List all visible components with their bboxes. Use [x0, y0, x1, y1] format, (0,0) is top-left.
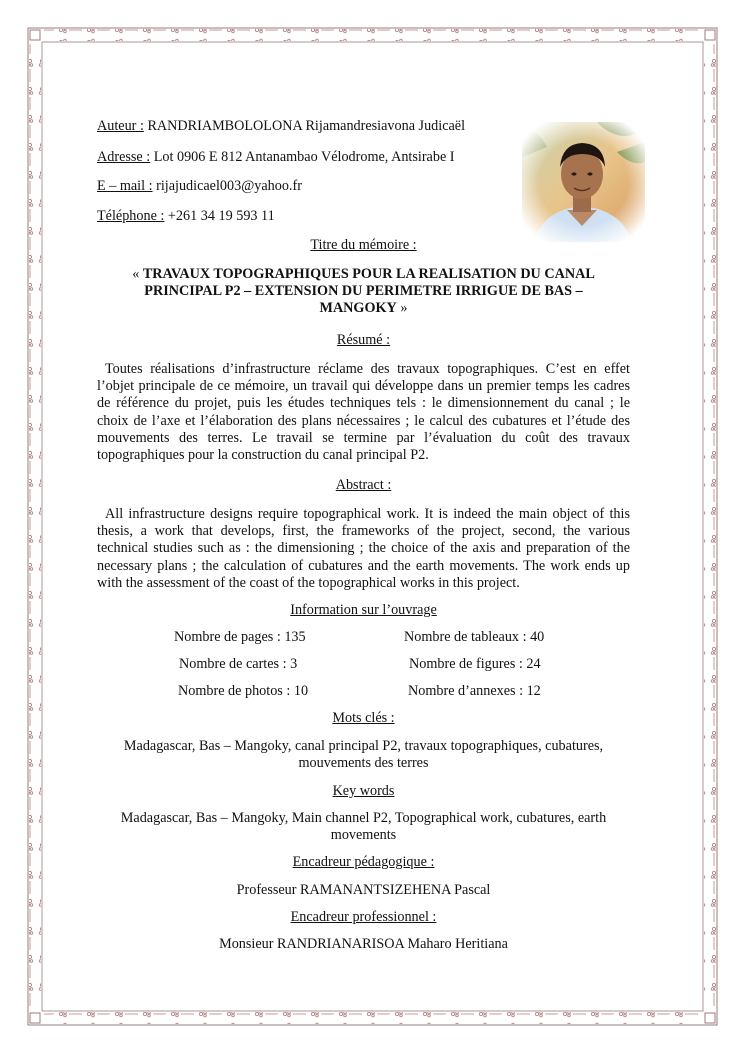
professional-supervisor-heading: Encadreur professionnel :	[290, 909, 437, 925]
professional-supervisor-name: Monsieur RANDRIANARISOA Maharo Heritiana	[219, 936, 508, 952]
keywords-en-text: Madagascar, Bas – Mangoky, Main channel P2, Topographical work, cubatures, earth movements	[120, 810, 607, 843]
resume-text: Toutes réalisations d’infrastructure réclame des travaux topographiques. C’est en effet l’objet principale de ce mémoire, un travail qui développe dans un premier temps les cadres de référence du projet, puis les études techniques tels : le dimensionnement du canal ; le choix de l’axe et l’élaboration des plans nécessaires ; le calcul des cubatures et l’étude des mouvements des terres. Le travail se termine par l’évaluation du coût des travaux topographiques pour la construction du canal principal P2.	[97, 361, 630, 464]
author-photo	[522, 122, 645, 242]
phone-label: Téléphone :	[97, 208, 165, 224]
keywords-en-heading: Key words	[332, 783, 395, 799]
address-label: Adresse :	[97, 149, 151, 165]
abstract-heading: Abstract :	[335, 477, 392, 493]
academic-supervisor-name: Professeur RAMANANTSIZEHENA Pascal	[236, 882, 491, 898]
abstract-text: All infrastructure designs require topographical work. It is indeed the main object of this thesis, a work that develops, first, the frameworks of the project, second, the various technical studies such as : the dimensioning ; the choice of the axis and preparation of the necessary plans ; the calculation of cubatures and the earth movements. The work ends up with the assessment of the coast of the topographical works in this project.	[97, 506, 630, 591]
resume-heading: Résumé :	[336, 332, 391, 348]
email-label: E – mail :	[97, 178, 153, 194]
info-tables: Nombre de tableaux : 40	[404, 629, 545, 645]
address-value: Lot 0906 E 812 Antanambao Vélodrome, Antsirabe I	[150, 149, 455, 165]
address-line	[97, 148, 455, 166]
info-pages: Nombre de pages : 135	[174, 629, 306, 645]
thesis-title-close-quote: »	[396, 300, 408, 316]
keywords-fr-text: Madagascar, Bas – Mangoky, canal principal P2, travaux topographiques, cubatures, mouvements des terres	[123, 738, 604, 771]
thesis-title-heading: Titre du mémoire :	[310, 237, 417, 253]
info-annexes: Nombre d’annexes : 12	[408, 683, 541, 699]
keywords-fr-heading: Mots clés :	[332, 710, 395, 726]
author-value: RANDRIAMBOLOLONA Rijamandresiavona Judicaël	[143, 118, 466, 134]
thesis-title	[97, 266, 630, 317]
info-heading: Information sur l’ouvrage	[290, 602, 437, 618]
email-value: rijajudicael003@yahoo.fr	[152, 178, 302, 194]
phone-line	[97, 207, 275, 225]
thesis-title-open-quote: «	[132, 266, 143, 282]
thesis-title-text: TRAVAUX TOPOGRAPHIQUES POUR LA REALISATION DU CANAL PRINCIPAL P2 – EXTENSION DU PERIMETRE IRRIGUE DE BAS – MANGOKY	[142, 266, 595, 316]
phone-value: +261 34 19 593 11	[164, 208, 275, 224]
info-maps: Nombre de cartes : 3	[179, 656, 298, 672]
info-photos: Nombre de photos : 10	[178, 683, 309, 699]
academic-supervisor-heading: Encadreur pédagogique :	[292, 854, 435, 870]
email-line	[97, 177, 302, 195]
author-label: Auteur :	[97, 118, 144, 134]
author-line	[97, 117, 465, 135]
info-figures: Nombre de figures : 24	[409, 656, 541, 672]
